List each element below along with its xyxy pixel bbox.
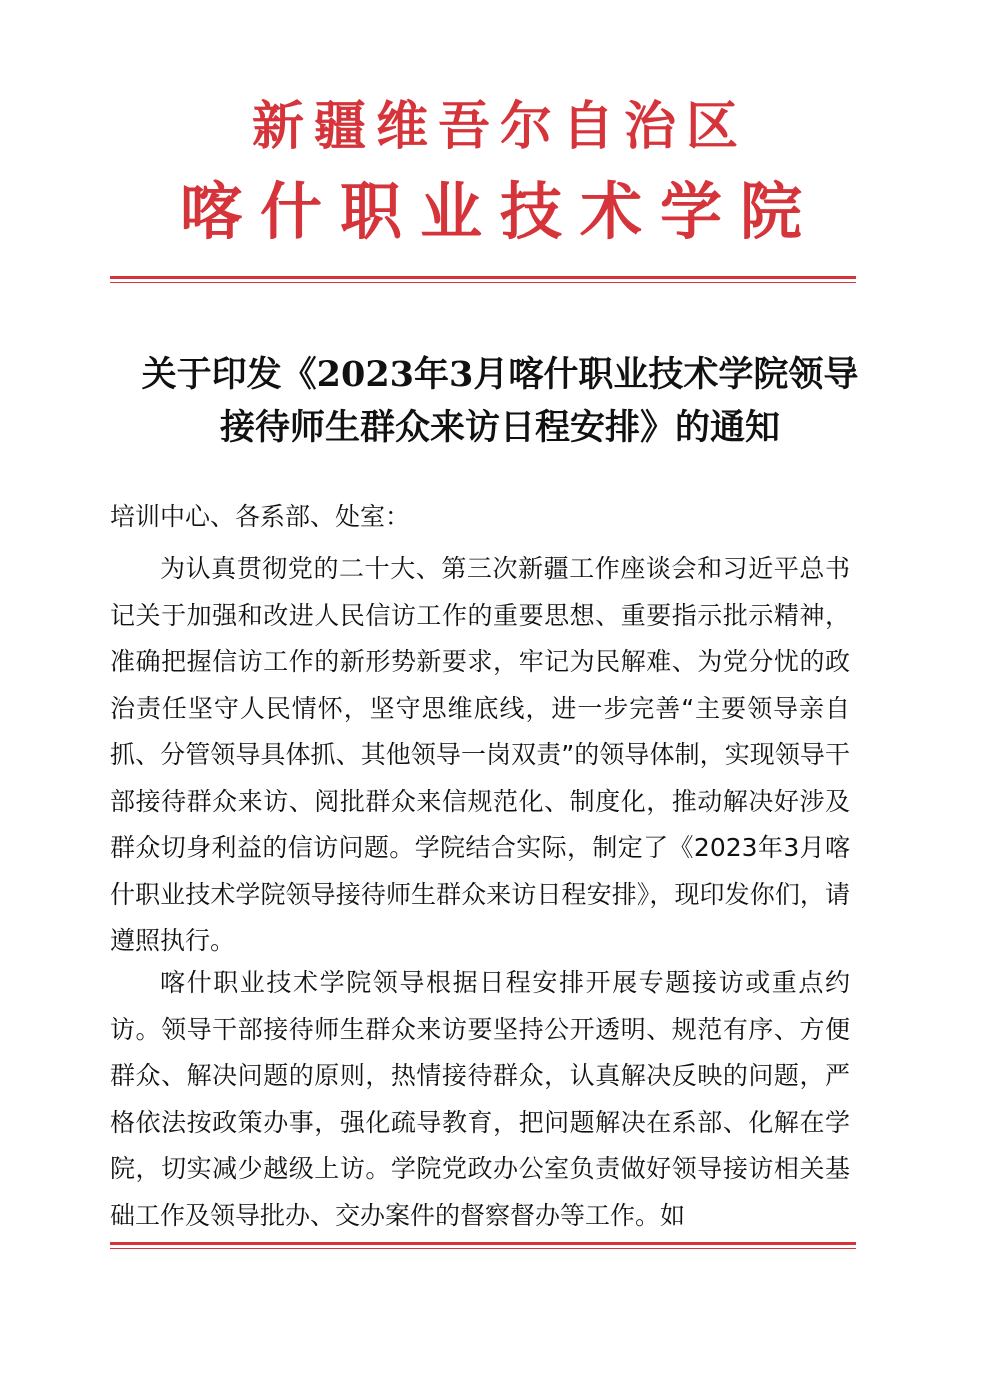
- letterhead-divider: [110, 276, 856, 283]
- footer-divider: [110, 1242, 856, 1249]
- letterhead-region: 新疆维吾尔自治区: [251, 96, 748, 157]
- title-line-2: 接待师生群众来访日程安排》的通知: [219, 407, 780, 448]
- title-line-1: 关于印发《2023年3月喀什职业技术学院领导: [141, 354, 859, 395]
- footer-thin-line: [110, 1248, 856, 1249]
- divider-thin-line: [110, 282, 856, 283]
- body-paragraph-2: 喀什职业技术学院领导根据日程安排开展专题接访或重点约访。领导干部接待师生群众来访要坚持公开透明、规范有序、方便群众、解决问题的原则，热情接待群众，认真解决反映的问题，严格依法按政策办事，强化疏导教育，把问题解决在系部、化解在学院，切实减少越级上访。学院党政办公室负责做好领导接访相关基础工作及领导批办、交办案件的督察督办等工作。如: [110, 968, 850, 1230]
- letterhead-institution: 喀什职业技术学院: [179, 175, 820, 248]
- body-paragraph-1: 为认真贯彻党的二十大、第三次新疆工作座谈会和习近平总书记关于加强和改进人民信访工作的重要思想、重要指示批示精神，准确把握信访工作的新形势新要求，牢记为民解难、为党分忧的政治责任坚守人民情怀，坚守思维底线，进一步完善“主要领导亲自抓、分管领导具体抓、其他领导一岗双责”的领导体制，实现领导干部接待群众来访、阅批群众来信规范化、制度化，推动解决好涉及群众切身利益的信访问题。学院结合实际，制定了《2023年3月喀什职业技术学院领导接待师生群众来访日程安排》，现印发你们，请遵照执行。: [110, 554, 850, 955]
- document-title: [110, 348, 890, 454]
- footer-thick-line: [110, 1242, 856, 1245]
- divider-thick-line: [110, 276, 856, 279]
- salutation: 培训中心、各系部、处室：: [110, 502, 411, 531]
